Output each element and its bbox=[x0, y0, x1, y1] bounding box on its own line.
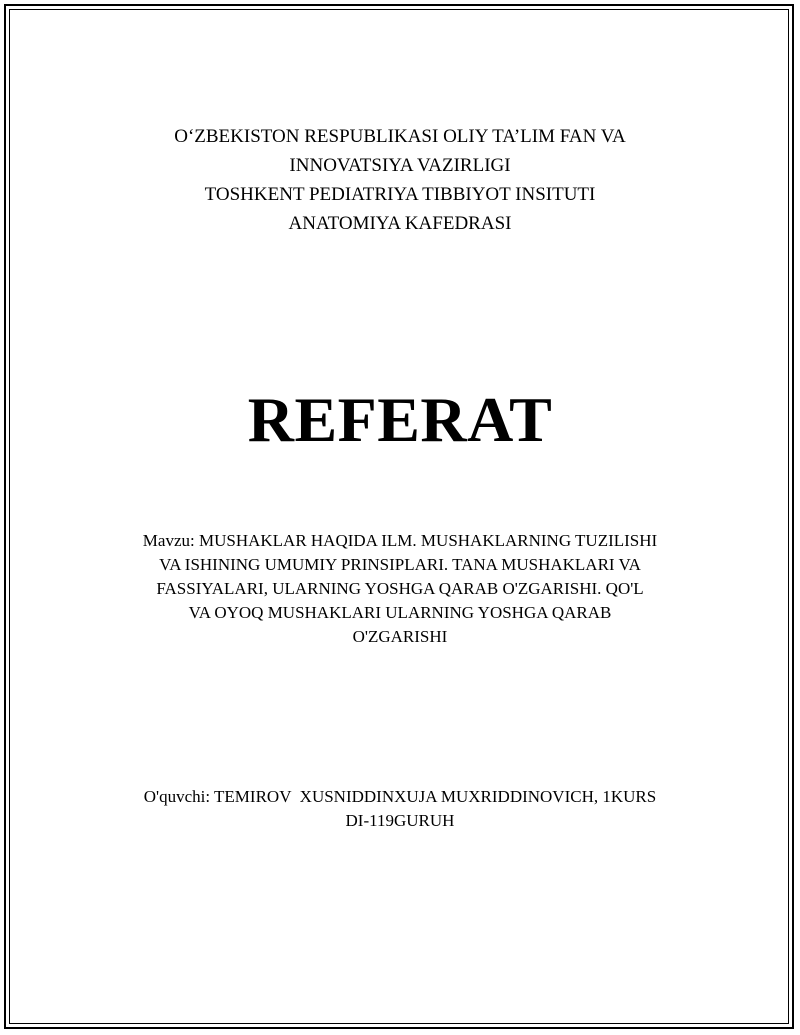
header-line: INNOVATSIYA VAZIRLIGI bbox=[289, 155, 511, 176]
header-line: O‘ZBEKISTON RESPUBLIKASI OLIY TA’LIM FAN VA bbox=[174, 126, 626, 147]
topic-line: FASSIYALARI, ULARNING YOSHGA QARAB O'ZGARISHI. QO'L bbox=[156, 579, 644, 598]
topic-line: Mavzu: MUSHAKLAR HAQIDA ILM. MUSHAKLARNING TUZILISHI bbox=[142, 531, 658, 550]
document-title: REFERAT bbox=[247, 384, 553, 455]
topic-line: VA ISHINING UMUMIY PRINSIPLARI. TANA MUSHAKLARI VA bbox=[159, 555, 641, 574]
topic-line: O'ZGARISHI bbox=[352, 627, 448, 646]
topic-paragraph bbox=[0, 529, 800, 649]
student-info bbox=[0, 785, 800, 833]
institution-header bbox=[0, 122, 800, 238]
student-line: DI-119GURUH bbox=[345, 811, 455, 830]
header-line: TOSHKENT PEDIATRIYA TIBBIYOT INSITUTI bbox=[204, 184, 596, 205]
student-line: O'quvchi: TEMIROV XUSNIDDINXUJA MUXRIDDINOVICH, 1KURS bbox=[143, 787, 657, 806]
header-line: ANATOMIYA KAFEDRASI bbox=[288, 213, 512, 234]
topic-line: VA OYOQ MUSHAKLARI ULARNING YOSHGA QARAB bbox=[188, 603, 612, 622]
